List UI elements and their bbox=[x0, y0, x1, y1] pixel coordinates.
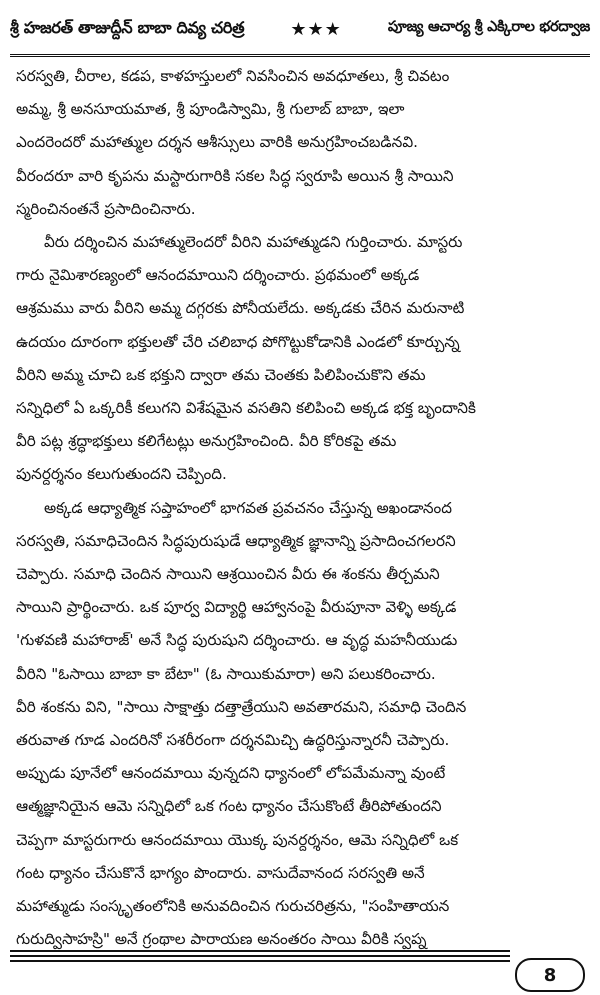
text-line: ఆత్మజ్ఞానియైన ఆమె సన్నిధిలో ఒక గంట ధ్యానం చేసుకొంటే తీరిపోతుందని bbox=[16, 797, 442, 816]
text-line: గంట ధ్యానం చేసుకొనే భాగ్యం పొందారు. వాసుదేవానంద సరస్వతి అనే bbox=[16, 863, 425, 882]
text-line: చెప్పగా మాస్టరుగారు ఆనందమాయి యొక్క పునర్దర్శనం, ఆమె సన్నిధిలో ఒక bbox=[16, 830, 459, 849]
book-title: శ్రీ హజరత్ తాజుద్దీన్ బాబా దివ్య చరిత్ర bbox=[10, 17, 245, 37]
text-line: గురుద్విసాహస్రి" అనే గ్రంథాల పారాయణ అనంతరం సాయి వీరికి స్వప్న bbox=[16, 930, 427, 949]
text-line: అమ్మ, శ్రీ అనసూయమాత, శ్రీ పూండిస్వామి, శ్రీ గులాబ్ బాబా, ఇలా bbox=[16, 100, 405, 119]
text-line: చెప్పారు. సమాధి చెందిన సాయిని ఆశ్రయించిన వీరు ఈ శంకను తీర్చమని bbox=[16, 565, 440, 584]
text-line: సాయిని ప్రార్థించారు. ఒక పూర్వ విద్యార్థి ఆహ్వానంపై వీరుపూనా వెళ్ళి అక్కడ bbox=[16, 598, 457, 617]
text-line: తరువాత గూడ ఎందరినో సశరీరంగా దర్శనమిచ్చి ఉద్ధరిస్తున్నారనీ చెప్పారు. bbox=[16, 731, 450, 750]
text-line: గారు నైమిశారణ్యంలో ఆనందమాయిని దర్శించారు. ప్రథమంలో అక్కడ bbox=[16, 266, 420, 285]
text-line: స్మరించినంతనే ప్రసాదించినారు. bbox=[16, 199, 196, 218]
text-line: ఆశ్రమము వారు వీరిని అమ్మ దగ్గరకు పోనీయలేదు. అక్కడకు చేరిన మరునాటి bbox=[16, 299, 465, 318]
text-line: 'గుళవణి మహారాజ్' అనే సిద్ధ పురుషుని దర్శించారు. ఆ వృద్ధ మహనీయుడు bbox=[16, 631, 458, 650]
text-line: సరస్వతి, చీరాల, కడప, కాళహస్తులలో నివసించిన అవధూతలు, శ్రీ చివటం bbox=[16, 67, 450, 85]
footer-rule bbox=[10, 950, 510, 952]
text-line: వీరి శంకను విని, "సాయి సాక్షాత్తు దత్తాత్రేయుని అవతారమని, సమాధి చెందిన bbox=[16, 697, 467, 716]
paragraph bbox=[16, 60, 584, 226]
text-line: వీరందరూ వారి కృపను మస్టారుగారికి సకల సిద్ధ స్వరూపి అయిన శ్రీ సాయిని bbox=[16, 166, 454, 185]
footer-rules bbox=[10, 950, 510, 980]
text-line: సన్నిధిలో ఏ ఒక్కరికీ కలుగని విశేషమైన వసతిని కలిపించి అక్కడ భక్త బృందానికి bbox=[16, 399, 476, 418]
text-line: ఉదయం దూరంగా భక్తులతో చేరి చలిబాధ పోగొట్టుకోడానికి ఎండలో కూర్చున్న bbox=[16, 332, 460, 351]
text-line: వీరిని అమ్మ చూచి ఒక భక్తుని ద్వారా తమ చెంతకు పిలిపించుకొని తమ bbox=[16, 365, 426, 384]
text-line: వీరి పట్ల శ్రద్ధాభక్తులు కలిగేటట్లు అనుగ్రహించింది. వీరి కోరికపై తమ bbox=[16, 432, 397, 451]
running-header bbox=[10, 4, 590, 57]
text-line: వీరిని "ఓసాయి బాబా కా బేటా" (ఓ సాయికుమారా) అని పలుకరించారు. bbox=[16, 664, 436, 683]
paragraph bbox=[16, 492, 584, 957]
text-line: సరస్వతి, సమాధిచెందిన సిద్ధపురుషుడే ఆధ్యాత్మిక జ్ఞానాన్ని ప్రసాదించగలరని bbox=[16, 531, 456, 550]
author-name: పూజ్య ఆచార్య శ్రీ ఎక్కిరాల భరద్వాజ bbox=[387, 19, 590, 35]
text-line: వీరు దర్శించిన మహాత్ములెందరో వీరిని మహాత్ముడని గుర్తించారు. మాస్టరు bbox=[44, 233, 463, 252]
text-line: అప్పుడు పూనేలో ఆనందమాయి వున్నదని ధ్యానంలో లోపమేమన్నా వుంటే bbox=[16, 764, 446, 783]
page-body bbox=[16, 60, 584, 960]
text-line: పునర్దర్శనం కలుగుతుందని చెప్పింది. bbox=[16, 465, 227, 484]
text-line: మహాత్ముడు సంస్కృతంలోనికి అనువదించిన గురుచరిత్రను, "సంహితాయన bbox=[16, 897, 450, 916]
star-ornament: ★★★ bbox=[290, 18, 342, 40]
page-number: 8 bbox=[515, 958, 585, 992]
text-line: అక్కడ ఆధ్యాత్మిక సప్తాహంలో భాగవత ప్రవచనం చేస్తున్న అఖండానంద bbox=[44, 498, 452, 517]
paragraph bbox=[16, 226, 584, 492]
text-line: ఎందరెందరో మహాత్ముల దర్శన ఆశీస్సులు వారికి అనుగ్రహించబడినవి. bbox=[16, 133, 418, 152]
footer-rule bbox=[10, 955, 510, 957]
footer-rule bbox=[10, 960, 510, 962]
